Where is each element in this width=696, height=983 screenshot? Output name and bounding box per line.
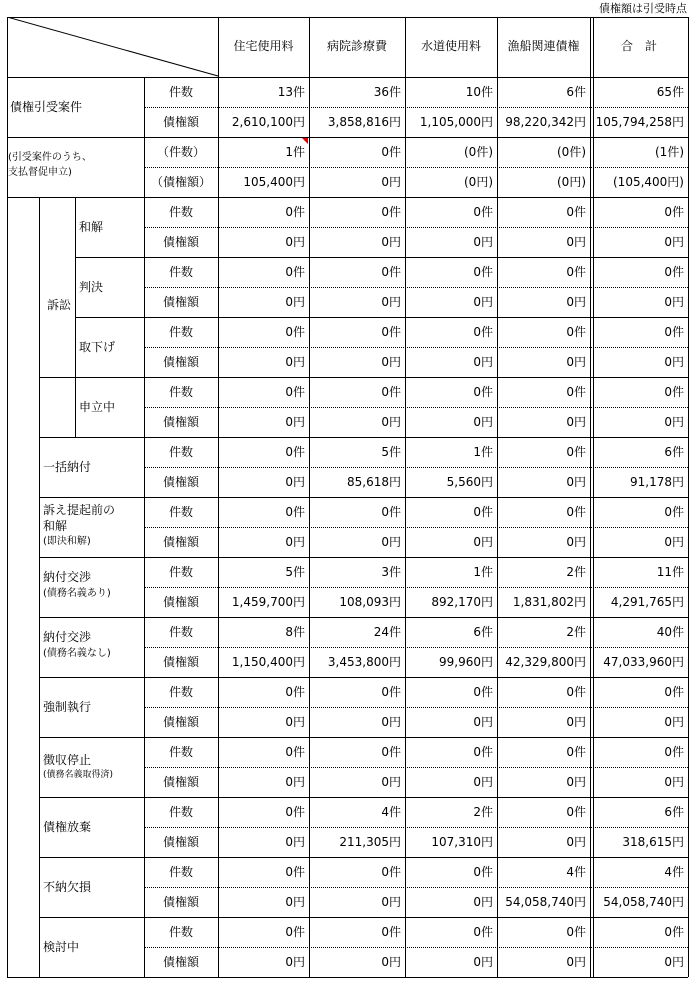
count-cell: 0件 <box>473 745 493 759</box>
row-label-sosho: 申立中 <box>79 400 116 414</box>
amount-cell: 0円 <box>473 415 493 429</box>
amount-cell: (0円) <box>464 175 493 189</box>
count-cell: 0件 <box>285 385 305 399</box>
amount-cell: 1,105,000円 <box>419 115 493 129</box>
amount-cell: 0円 <box>473 955 493 969</box>
amount-cell: 3,858,816円 <box>327 115 401 129</box>
amount-cell: 0円 <box>381 415 401 429</box>
count-cell: 0件 <box>566 265 586 279</box>
amount-cell: 0円 <box>566 235 586 249</box>
count-cell: 0件 <box>381 925 401 939</box>
count-cell: 36件 <box>373 85 401 99</box>
grid-line <box>688 17 689 977</box>
count-cell: 0件 <box>381 325 401 339</box>
amount-cell: 0円 <box>381 715 401 729</box>
amount-cell: 0円 <box>473 715 493 729</box>
row-label-wakai_mae: 訴え提起前の <box>43 503 116 517</box>
amount-label: 債権額 <box>162 895 199 909</box>
count-cell: 6件 <box>664 445 684 459</box>
grid-line <box>39 857 688 858</box>
row-label-sosho: 判決 <box>79 280 104 294</box>
row-label-kosho_ari: (債務名義あり) <box>43 588 111 599</box>
row-label-teishi: 徴収停止 <box>43 753 92 767</box>
row-label-wakai_mae: 和解 <box>43 519 68 533</box>
count-cell: 0件 <box>285 505 305 519</box>
count-cell: 0件 <box>566 325 586 339</box>
count-cell: 0件 <box>664 925 684 939</box>
count-cell: 2件 <box>473 805 493 819</box>
amount-cell: 0円 <box>381 355 401 369</box>
amount-cell: 47,033,960円 <box>603 655 684 669</box>
amount-cell: 2,610,100円 <box>231 115 305 129</box>
amount-cell: 0円 <box>285 355 305 369</box>
count-cell: 1件 <box>473 445 493 459</box>
amount-cell: 0円 <box>381 955 401 969</box>
count-cell: 5件 <box>285 565 305 579</box>
count-cell: (1件) <box>655 145 684 159</box>
amount-cell: 0円 <box>566 355 586 369</box>
count-label: （件数） <box>156 145 205 159</box>
amount-cell: 0円 <box>285 835 305 849</box>
row-label-sosho: 取下げ <box>79 340 116 354</box>
count-cell: (0件) <box>557 145 586 159</box>
grid-line <box>144 227 688 228</box>
amount-cell: 0円 <box>664 415 684 429</box>
header-diagonal <box>7 17 219 77</box>
amount-cell: 892,170円 <box>431 595 493 609</box>
count-cell: 0件 <box>664 205 684 219</box>
count-label: 件数 <box>168 925 193 939</box>
count-label: 件数 <box>168 385 193 399</box>
amount-cell: 0円 <box>473 295 493 309</box>
count-cell: 0件 <box>285 865 305 879</box>
amount-cell: 0円 <box>566 715 586 729</box>
count-cell: 0件 <box>664 685 684 699</box>
grid-line <box>7 137 688 138</box>
count-cell: 0件 <box>285 925 305 939</box>
amount-cell: 107,310円 <box>431 835 493 849</box>
amount-label: 債権額 <box>162 115 199 129</box>
amount-cell: 0円 <box>285 235 305 249</box>
amount-label: 債権額 <box>162 775 199 789</box>
count-cell: 0件 <box>381 505 401 519</box>
count-cell: 6件 <box>473 625 493 639</box>
amount-cell: 0円 <box>664 295 684 309</box>
amount-cell: 54,058,740円 <box>505 895 586 909</box>
amount-cell: 5,560円 <box>446 475 493 489</box>
count-cell: 10件 <box>465 85 493 99</box>
count-label: 件数 <box>168 85 193 99</box>
count-cell: 0件 <box>381 145 401 159</box>
count-label: 件数 <box>168 685 193 699</box>
count-cell: 0件 <box>566 445 586 459</box>
grid-line <box>144 467 688 468</box>
row-label-shiharai: 支払督促申立) <box>8 167 72 178</box>
amount-label: 債権額 <box>162 655 199 669</box>
count-cell: 0件 <box>381 745 401 759</box>
count-cell: 0件 <box>381 205 401 219</box>
amount-cell: 0円 <box>381 175 401 189</box>
amount-cell: 54,058,740円 <box>603 895 684 909</box>
amount-cell: 85,618円 <box>347 475 401 489</box>
count-cell: 0件 <box>285 325 305 339</box>
count-cell: 0件 <box>473 325 493 339</box>
count-cell: 0件 <box>664 385 684 399</box>
amount-label: 債権額 <box>162 295 199 309</box>
row-label-sosho: 和解 <box>79 220 104 234</box>
amount-cell: 0円 <box>473 775 493 789</box>
count-cell: 0件 <box>285 745 305 759</box>
amount-cell: 105,400円 <box>243 175 305 189</box>
row-label-shiharai: (引受案件のうち、 <box>8 152 92 163</box>
row-label-hoki: 債権放棄 <box>43 820 92 834</box>
count-cell: (0件) <box>464 145 493 159</box>
count-cell: 1件 <box>285 145 305 159</box>
amount-cell: 3,453,800円 <box>327 655 401 669</box>
amount-cell: 0円 <box>381 775 401 789</box>
grid-line <box>144 107 688 108</box>
amount-label: 債権額 <box>162 835 199 849</box>
amount-cell: (0円) <box>557 175 586 189</box>
count-cell: 0件 <box>473 505 493 519</box>
grid-line <box>7 17 688 18</box>
grid-line <box>144 707 688 708</box>
grid-line <box>39 737 688 738</box>
grid-line <box>144 527 688 528</box>
count-cell: 65件 <box>656 85 684 99</box>
grid-line <box>7 977 688 978</box>
amount-cell: 0円 <box>566 775 586 789</box>
comment-marker <box>302 138 308 144</box>
note-label: 債権額は引受時点 <box>599 2 687 15</box>
count-cell: 1件 <box>473 565 493 579</box>
amount-cell: 0円 <box>566 295 586 309</box>
amount-cell: 0円 <box>473 535 493 549</box>
count-cell: 11件 <box>656 565 684 579</box>
amount-cell: 99,960円 <box>439 655 493 669</box>
amount-cell: 98,220,342円 <box>505 115 586 129</box>
amount-cell: 91,178円 <box>630 475 684 489</box>
count-cell: 0件 <box>381 685 401 699</box>
amount-label: 債権額 <box>162 535 199 549</box>
row-label-ikkatsu: 一括納付 <box>43 460 92 474</box>
grid-line <box>144 587 688 588</box>
count-cell: 2件 <box>566 565 586 579</box>
amount-cell: (105,400円) <box>613 175 684 189</box>
grid-line <box>144 647 688 648</box>
column-header: 住宅使用料 <box>233 39 294 53</box>
count-cell: 0件 <box>473 685 493 699</box>
count-cell: 0件 <box>285 805 305 819</box>
count-cell: 4件 <box>664 865 684 879</box>
count-cell: 24件 <box>373 625 401 639</box>
amount-cell: 0円 <box>664 535 684 549</box>
amount-cell: 0円 <box>473 355 493 369</box>
amount-cell: 0円 <box>285 475 305 489</box>
grid-line <box>144 827 688 828</box>
grid-line <box>39 437 688 438</box>
amount-cell: 0円 <box>473 235 493 249</box>
amount-label: 債権額 <box>162 415 199 429</box>
row-label-kosho_ari: 納付交渉 <box>43 570 92 584</box>
count-cell: 6件 <box>566 85 586 99</box>
amount-cell: 0円 <box>381 235 401 249</box>
grid-line <box>39 677 688 678</box>
row-label-wakai_mae: (即決和解) <box>43 536 91 547</box>
count-cell: 0件 <box>566 685 586 699</box>
amount-cell: 0円 <box>664 955 684 969</box>
grid-line <box>144 347 688 348</box>
amount-label: 債権額 <box>162 595 199 609</box>
count-cell: 13件 <box>277 85 305 99</box>
grid-line <box>75 257 688 258</box>
count-cell: 0件 <box>566 205 586 219</box>
debt-table <box>7 17 688 977</box>
grid-line <box>144 407 688 408</box>
amount-cell: 0円 <box>566 835 586 849</box>
amount-cell: 0円 <box>566 475 586 489</box>
count-cell: 0件 <box>473 205 493 219</box>
amount-cell: 0円 <box>381 535 401 549</box>
grid-line <box>7 197 688 198</box>
count-cell: 0件 <box>381 265 401 279</box>
grid-line <box>39 497 688 498</box>
group-label-sosho: 訴訟 <box>46 298 71 312</box>
row-label-kosho_nashi: (債務名義なし) <box>43 648 111 659</box>
grid-line <box>144 287 688 288</box>
row-label-kento: 検討中 <box>43 940 80 954</box>
count-cell: 0件 <box>664 505 684 519</box>
amount-cell: 0円 <box>664 715 684 729</box>
amount-cell: 0円 <box>285 715 305 729</box>
count-label: 件数 <box>168 565 193 579</box>
amount-label: （債権額） <box>150 175 211 189</box>
amount-cell: 0円 <box>566 535 586 549</box>
grid-line <box>75 317 688 318</box>
count-label: 件数 <box>168 745 193 759</box>
amount-cell: 0円 <box>664 775 684 789</box>
row-label-kyosei: 強制執行 <box>43 700 92 714</box>
grid-line <box>39 197 40 977</box>
grid-line <box>7 77 688 78</box>
count-cell: 0件 <box>381 385 401 399</box>
count-label: 件数 <box>168 805 193 819</box>
amount-cell: 0円 <box>381 895 401 909</box>
amount-cell: 0円 <box>566 955 586 969</box>
count-cell: 8件 <box>285 625 305 639</box>
row-label-kosho_nashi: 納付交渉 <box>43 630 92 644</box>
count-cell: 0件 <box>566 385 586 399</box>
count-cell: 0件 <box>566 805 586 819</box>
count-cell: 0件 <box>285 205 305 219</box>
column-header: 合 計 <box>620 39 657 53</box>
amount-label: 債権額 <box>162 715 199 729</box>
count-cell: 0件 <box>473 385 493 399</box>
count-cell: 0件 <box>285 265 305 279</box>
count-cell: 0件 <box>381 865 401 879</box>
count-cell: 40件 <box>656 625 684 639</box>
amount-cell: 1,459,700円 <box>231 595 305 609</box>
grid-line <box>144 887 688 888</box>
column-header: 水道使用料 <box>420 39 481 53</box>
amount-cell: 42,329,800円 <box>505 655 586 669</box>
amount-cell: 0円 <box>285 535 305 549</box>
count-cell: 4件 <box>566 865 586 879</box>
count-cell: 6件 <box>664 805 684 819</box>
count-label: 件数 <box>168 865 193 879</box>
row-label-total: 債権引受案件 <box>10 100 83 114</box>
amount-cell: 1,831,802円 <box>512 595 586 609</box>
amount-label: 債権額 <box>162 235 199 249</box>
count-cell: 4件 <box>381 805 401 819</box>
amount-cell: 0円 <box>664 355 684 369</box>
count-label: 件数 <box>168 265 193 279</box>
count-label: 件数 <box>168 325 193 339</box>
amount-cell: 0円 <box>285 895 305 909</box>
grid-line <box>144 947 688 948</box>
amount-cell: 0円 <box>285 775 305 789</box>
amount-cell: 0円 <box>473 895 493 909</box>
count-cell: 3件 <box>381 565 401 579</box>
grid-line <box>39 797 688 798</box>
amount-cell: 4,291,765円 <box>610 595 684 609</box>
amount-label: 債権額 <box>162 475 199 489</box>
amount-cell: 0円 <box>664 235 684 249</box>
count-cell: 0件 <box>566 505 586 519</box>
count-label: 件数 <box>168 505 193 519</box>
count-label: 件数 <box>168 445 193 459</box>
count-label: 件数 <box>168 205 193 219</box>
count-cell: 0件 <box>285 445 305 459</box>
grid-line <box>144 167 688 168</box>
grid-line <box>39 617 688 618</box>
count-cell: 0件 <box>664 745 684 759</box>
amount-label: 債権額 <box>162 955 199 969</box>
amount-cell: 318,615円 <box>622 835 684 849</box>
grid-line <box>39 917 688 918</box>
count-label: 件数 <box>168 625 193 639</box>
amount-cell: 0円 <box>285 955 305 969</box>
amount-cell: 105,794,258円 <box>595 115 684 129</box>
amount-cell: 0円 <box>566 415 586 429</box>
amount-label: 債権額 <box>162 355 199 369</box>
amount-cell: 1,150,400円 <box>231 655 305 669</box>
amount-cell: 0円 <box>381 295 401 309</box>
amount-cell: 211,305円 <box>339 835 401 849</box>
count-cell: 0件 <box>664 325 684 339</box>
amount-cell: 0円 <box>285 415 305 429</box>
count-cell: 0件 <box>566 925 586 939</box>
count-cell: 0件 <box>473 925 493 939</box>
grid-line <box>39 377 688 378</box>
row-label-teishi: (債務名義取得済) <box>43 770 114 780</box>
grid-line <box>144 767 688 768</box>
amount-cell: 108,093円 <box>339 595 401 609</box>
count-cell: 0件 <box>473 865 493 879</box>
count-cell: 0件 <box>285 685 305 699</box>
count-cell: 0件 <box>664 265 684 279</box>
column-header: 漁船関連債権 <box>507 39 580 53</box>
count-cell: 0件 <box>566 745 586 759</box>
row-label-kesson: 不納欠損 <box>43 880 92 894</box>
grid-line <box>39 557 688 558</box>
amount-cell: 0円 <box>285 295 305 309</box>
count-cell: 2件 <box>566 625 586 639</box>
count-cell: 0件 <box>473 265 493 279</box>
column-header: 病院診療費 <box>326 39 387 53</box>
count-cell: 5件 <box>381 445 401 459</box>
